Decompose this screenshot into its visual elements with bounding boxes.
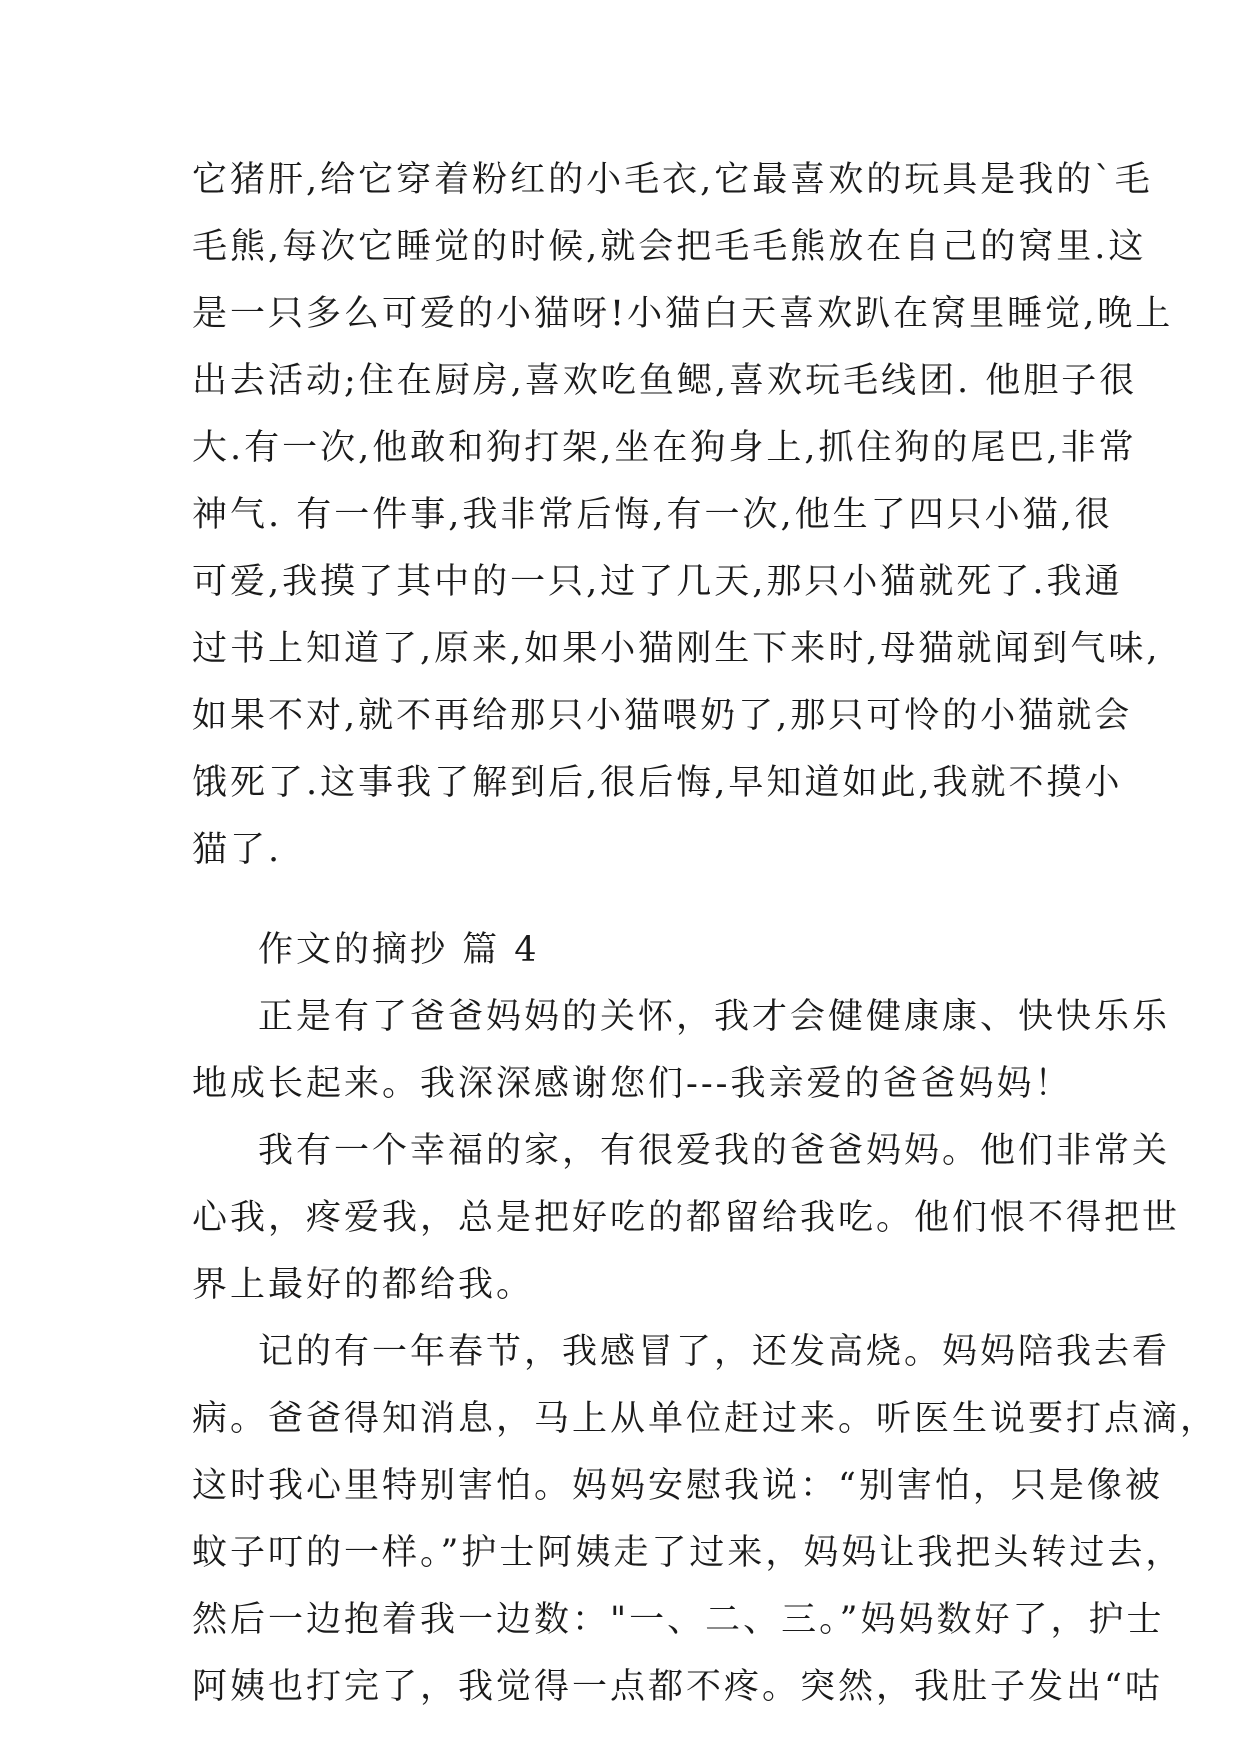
paragraph-line: 这时我心里特别害怕。妈妈安慰我说：“别害怕，只是像被 bbox=[192, 1466, 1163, 1506]
paragraph-line: 是一只多么可爱的小猫呀!小猫白天喜欢趴在窝里睡觉,晚上 bbox=[192, 294, 1174, 334]
section-heading: 作文的摘抄 篇 4 bbox=[258, 930, 540, 970]
paragraph-line: 如果不对,就不再给那只小猫喂奶了,那只可怜的小猫就会 bbox=[192, 696, 1133, 736]
paragraph-line: 神气. 有一件事,我非常后悔,有一次,他生了四只小猫,很 bbox=[192, 495, 1113, 535]
paragraph-line: 毛熊,每次它睡觉的时候,就会把毛毛熊放在自己的窝里.这 bbox=[192, 227, 1147, 267]
paragraph-line: 饿死了.这事我了解到后,很后悔,早知道如此,我就不摸小 bbox=[192, 763, 1123, 803]
paragraph-line: 阿姨也打完了，我觉得一点都不疼。突然，我肚子发出“咕 bbox=[192, 1667, 1163, 1707]
paragraph-line: 我有一个幸福的家，有很爱我的爸爸妈妈。他们非常关 bbox=[258, 1131, 1171, 1171]
paragraph-line: 心我，疼爱我，总是把好吃的都留给我吃。他们恨不得把世 bbox=[192, 1198, 1181, 1238]
paragraph-line: 猫了. bbox=[192, 830, 283, 870]
paragraph-line: 它猪肝,给它穿着粉红的小毛衣,它最喜欢的玩具是我的`毛 bbox=[192, 160, 1153, 200]
paragraph-line: 然后一边抱着我一边数："一、二、三。”妈妈数好了，护士 bbox=[192, 1600, 1165, 1640]
paragraph-line: 地成长起来。我深深感谢您们---我亲爱的爸爸妈妈！ bbox=[192, 1064, 1073, 1104]
paragraph-line: 过书上知道了,原来,如果小猫刚生下来时,母猫就闻到气味, bbox=[192, 629, 1161, 669]
paragraph-line: 病。爸爸得知消息，马上从单位赶过来。听医生说要打点滴， bbox=[192, 1399, 1219, 1439]
paragraph-line: 蚊子叮的一样。”护士阿姨走了过来，妈妈让我把头转过去， bbox=[192, 1533, 1184, 1573]
paragraph-line: 界上最好的都给我。 bbox=[192, 1265, 535, 1305]
paragraph-line: 正是有了爸爸妈妈的关怀，我才会健健康康、快快乐乐 bbox=[258, 997, 1171, 1037]
paragraph-line: 大.有一次,他敢和狗打架,坐在狗身上,抓住狗的尾巴,非常 bbox=[192, 428, 1137, 468]
paragraph-line: 可爱,我摸了其中的一只,过了几天,那只小猫就死了.我通 bbox=[192, 562, 1123, 602]
paragraph-line: 记的有一年春节，我感冒了，还发高烧。妈妈陪我去看 bbox=[258, 1332, 1171, 1372]
paragraph-line: 出去活动;住在厨房,喜欢吃鱼鳃,喜欢玩毛线团. 他胆子很 bbox=[192, 361, 1138, 401]
